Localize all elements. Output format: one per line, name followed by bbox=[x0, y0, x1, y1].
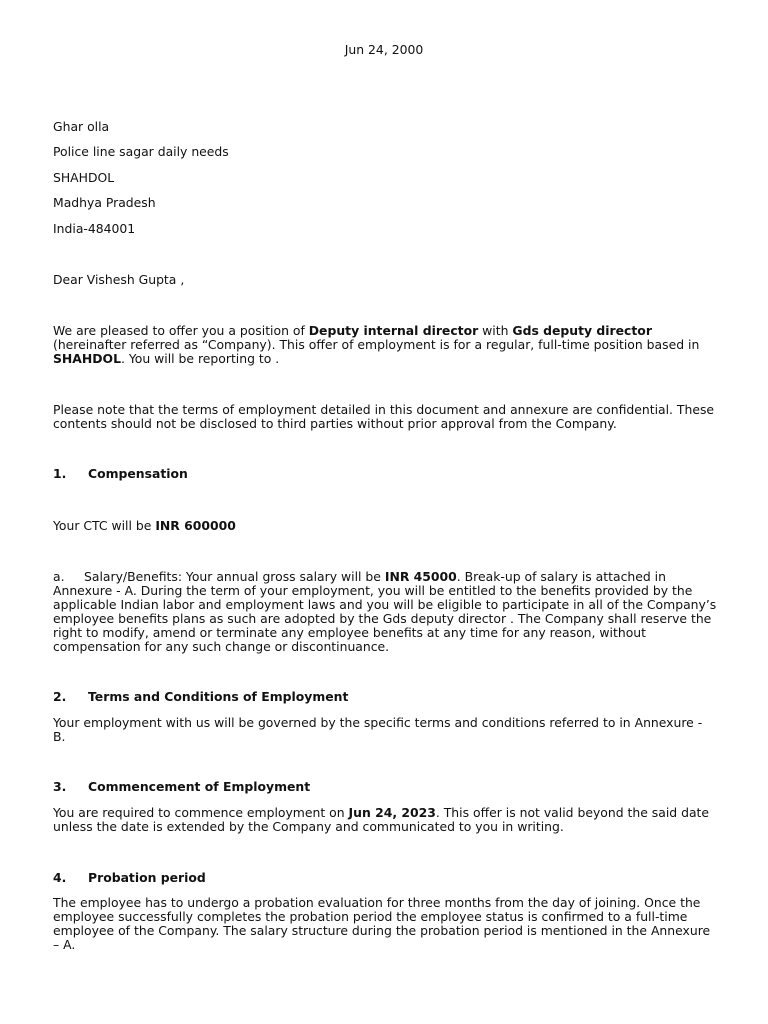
paragraph-line: The employee has to undergo a probation evaluation for three months from the day of joining. Once the bbox=[53, 895, 701, 910]
ctc-line: Your CTC will be INR 600000 bbox=[53, 518, 236, 533]
address-line: Police line sagar daily needs bbox=[53, 144, 229, 159]
paragraph-line: B. bbox=[53, 729, 66, 744]
section-heading: 3. Commencement of Employment bbox=[53, 779, 311, 794]
ctc-value: INR 600000 bbox=[155, 518, 236, 533]
address-line: Ghar olla bbox=[53, 119, 110, 134]
paragraph-line: employee successfully completes the probation period the employee status is confirmed to a full-time bbox=[53, 909, 688, 924]
salary-line: a. Salary/Benefits: Your annual gross salary will be INR 45000. Break-up of salary is attached in bbox=[53, 569, 666, 584]
intro-line: SHAHDOL. You will be reporting to . bbox=[53, 351, 280, 366]
paragraph-line: applicable Indian labor and employment laws and you will be eligible to participate in all of the Company’s bbox=[53, 597, 717, 612]
paragraph-line: contents should not be disclosed to third parties without prior approval from the Company. bbox=[53, 416, 617, 431]
paragraph-line: compensation for any such change or discontinuance. bbox=[53, 639, 390, 654]
letter-date: Jun 24, 2000 bbox=[344, 42, 424, 57]
company-name: Gds deputy director bbox=[512, 323, 652, 338]
paragraph-line: Your employment with us will be governed by the specific terms and conditions referred to in Annexure - bbox=[53, 715, 703, 730]
paragraph-line: Annexure - A. During the term of your employment, you will be entitled to the benefits provided by the bbox=[53, 583, 693, 598]
start-date: Jun 24, 2023 bbox=[348, 805, 436, 820]
intro-line: We are pleased to offer you a position of Deputy internal director with Gds deputy director bbox=[53, 323, 652, 338]
address-line: SHAHDOL bbox=[53, 170, 115, 185]
address-line: India-484001 bbox=[53, 221, 136, 236]
paragraph-line: right to modify, amend or terminate any employee benefits at any time for any reason, without bbox=[53, 625, 646, 640]
address-line: Madhya Pradesh bbox=[53, 195, 156, 210]
position-title: Deputy internal director bbox=[308, 323, 479, 338]
paragraph-line: – A. bbox=[53, 937, 76, 952]
section-heading: 2. Terms and Conditions of Employment bbox=[53, 689, 349, 704]
section-heading: 1. Compensation bbox=[53, 466, 188, 481]
location: SHAHDOL bbox=[53, 351, 121, 366]
paragraph-line: Please note that the terms of employment detailed in this document and annexure are confidential. These bbox=[53, 402, 715, 417]
section-heading: 4. Probation period bbox=[53, 870, 206, 885]
paragraph-line: unless the date is extended by the Company and communicated to you in writing. bbox=[53, 819, 564, 834]
paragraph-line: You are required to commence employment on Jun 24, 2023. This offer is not valid beyond the said date bbox=[53, 805, 710, 820]
paragraph-line: employee benefits plans as such are adopted by the Gds deputy director . The Company shall reserve the bbox=[53, 611, 712, 626]
intro-line: (hereinafter referred as “Company). This offer of employment is for a regular, full-time position based in bbox=[53, 337, 700, 352]
paragraph-line: employee of the Company. The salary structure during the probation period is mentioned in the Annexure bbox=[53, 923, 711, 938]
salutation: Dear Vishesh Gupta , bbox=[53, 272, 185, 287]
salary-value: INR 45000 bbox=[384, 569, 457, 584]
